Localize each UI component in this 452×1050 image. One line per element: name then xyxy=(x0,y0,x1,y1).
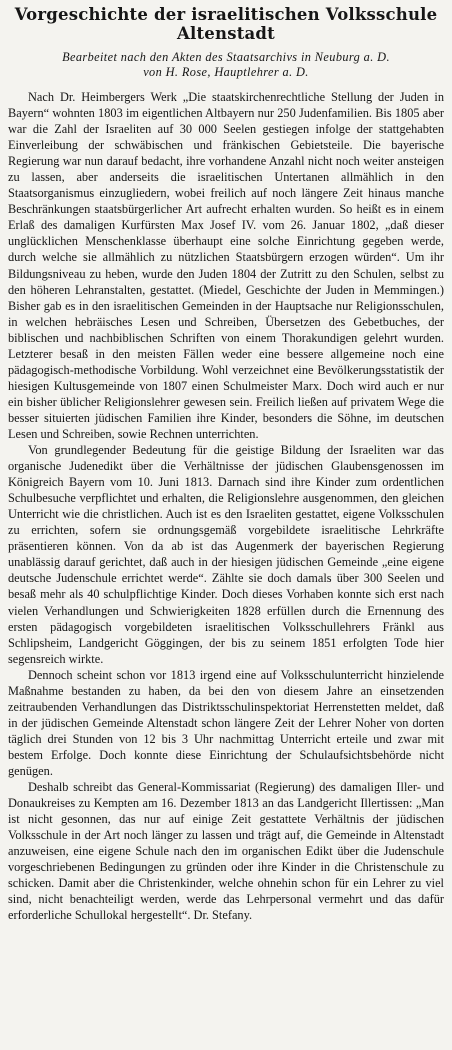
paragraph-1: Nach Dr. Heimbergers Werk „Die staatskirchenrechtliche Stellung der Juden in Bayern“ wohnten 1803 im eigentlichen Altbayern nur 250 Judenfamilien. Bis 1805 aber war die Zahl der Israeliten auf 30 000 Seelen gestiegen infolge der stattgehabten Einverleibung der schwäbischen und fränkischen Gebietsteile. Die bayerische Regierung war nun darauf bedacht, ihre vorhandene Anzahl nicht noch weiter ansteigen zu lassen, aber anderseits die israelitischen Untertanen allmählich in den Staatsorganismus einzugliedern, wobei freilich auf noch längere Zeit hinaus manche Beschränkungen staatsbürgerlicher Art aufrecht erhalten wurden. So heißt es in einem Erlaß des damaligen Kurfürsten Max Josef IV. vom 26. Januar 1802, „daß dieser unglücklichen Menschenklasse überhaupt eine solche Einrichtung gegeben werde, durch welche sie allmählich zu nützlichen Staatsbürgern erzogen würden“. Um ihr Bildungsniveau zu heben, wurde den Juden 1804 der Zutritt zu den Schulen, selbst zu den höheren Lehranstalten, gestattet. (Miedel, Geschichte der Juden in Memmingen.) Bisher gab es in den israelitischen Gemeinden in der Hauptsache nur Religionsschulen, in welchen hebräisches Lesen und Schreiben, Übersetzen des Gebetbuches, der biblischen und nachbiblischen Schriften von einem Thorakundigen gelehrt wurden. Letzterer besaß in den meisten Fällen weder eine bessere allgemeine noch eine pädagogisch-methodische Vorbildung. Wohl verzeichnet eine Bevölkerungsstatistik der hiesigen Kultusgemeinde von 1807 einen Schulmeister Marx. Doch wird auch er nur ein bisher üblicher Religionslehrer gewesen sein. Freilich ließen auf privatem Wege die besser situierten jüdischen Familien ihre Kinder, besonders die Söhne, im deutschen Lesen und Schreiben, sowie Rechnen unterrichten. xyxy=(8,90,444,441)
paragraph-4: Deshalb schreibt das General-Kommissariat (Regierung) des damaligen Iller- und Donaukreises zu Kempten am 16. Dezember 1813 an das Landgericht Illertissen: „Man ist nicht gesonnen, das nur auf einige Zeit gestattete Verhältnis der jüdischen Volksschule in der Art noch länger zu lassen und trägt auf, die Gemeinde in Altenstadt anzuweisen, eine eigene Schule nach den im organischen Edikt über die Judenschule vorgeschriebenen Bedingungen zu gründen oder ihre Kinder in die Christenschule zu schicken. Damit aber die Christenkinder, welche ohnehin schon für ein Lehrer zu viel sind, nicht benachteiligt werden, werde das Lehrpersonal vermehrt und das dafür erforderliche Schullokal hergestellt“. Dr. Stefany. xyxy=(8,780,444,923)
byline-line-1: Bearbeitet nach den Akten des Staatsarchivs in Neuburg a. D. xyxy=(62,50,390,64)
title-line-1: Vorgeschichte der israelitischen Volksschule xyxy=(14,5,438,24)
article-title xyxy=(8,5,444,43)
paragraph-3: Dennoch scheint schon vor 1813 irgend eine auf Volksschulunterricht hinzielende Maßnahme bestanden zu haben, da bei den von diesem Jahre an einsetzenden zeitraubenden Verhandlungen das Distriktsschulinspektoriat Herrenstetten meldet, daß in der jüdischen Gemeinde Altenstadt schon längere Zeit der Lehrer Noher von dorten täglich drei Stunden von 12 bis 3 Uhr nachmittag Unterricht erteile und zwar mit bestem Erfolge. Doch konnte diese Einrichtung der Schulaufsichtsbehörde nicht genügen. xyxy=(8,667,444,778)
byline-line-2: von H. Rose, Hauptlehrer a. D. xyxy=(143,65,309,79)
paragraph-2: Von grundlegender Bedeutung für die geistige Bildung der Israeliten war das organische Judenedikt über die Verhältnisse der jüdischen Glaubensgenossen im Königreich Bayern vom 10. Juni 1813. Darnach sind ihre Kinder zum ordentlichen Schulbesuche verpflichtet und erhalten, die Religionslehre ausgenommen, den gleichen Unterricht wie die christlichen. Auch ist es den Israeliten gestattet, eigene Volksschulen zu errichten, sofern sie ordnungsgemäß vorgebildete israelitische Lehrkräfte präsentieren können. Von da ab ist das Augenmerk der bayerischen Regierung unablässig darauf gerichtet, daß auch in der hiesigen jüdischen Gemeinde „eine eigene deutsche Judenschule errichtet werde“. Zählte sie doch damals über 300 Seelen und besaß mehr als 40 schulpflichtige Kinder. Doch dieses Vorhaben konnte sich erst nach vielen Verhandlungen und Schwierigkeiten 1828 erfüllen durch die Ernennung des ersten pädagogisch vorgebildeten israelitischen Volksschullehrers Fränkl aus Schlipsheim, Landgericht Göggingen, der bis zu seinem 1851 erfolgten Tode hier segensreich wirkte. xyxy=(8,443,444,666)
title-line-2: Altenstadt xyxy=(177,24,275,43)
article-byline xyxy=(8,50,444,80)
